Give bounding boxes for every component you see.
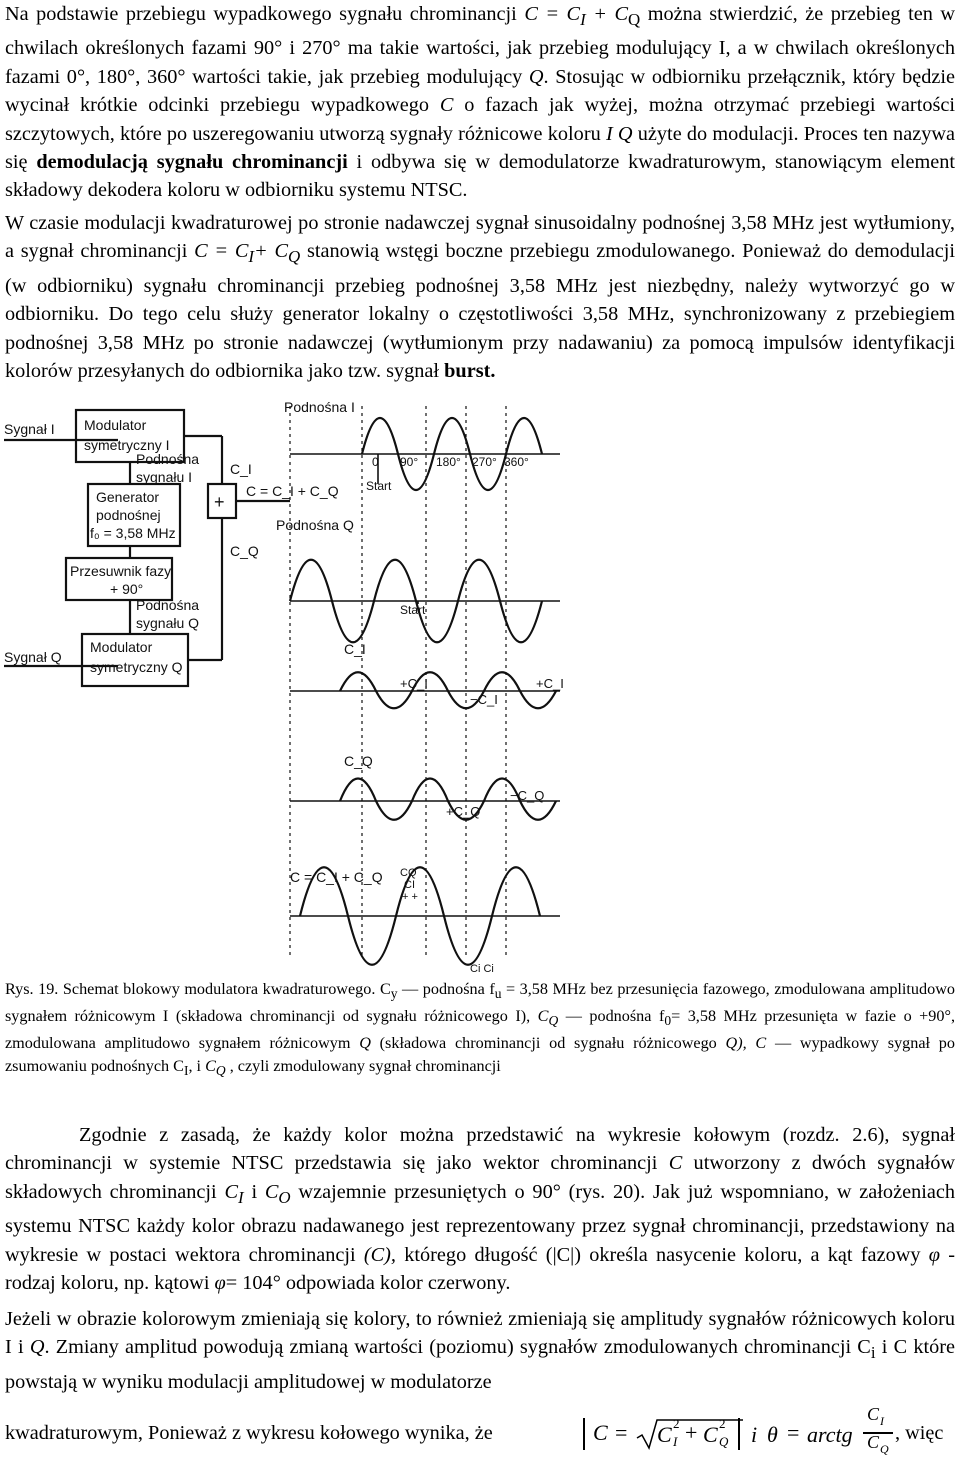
- label-modulator-q-2: symetryczny Q: [90, 659, 183, 675]
- label-podnosna-i-top: Podnośna I: [284, 399, 355, 415]
- label-modulator-i-2: symetryczny I: [84, 437, 170, 453]
- label-wave-c: C = C_I + C_Q: [290, 869, 383, 885]
- label-marker-cq-top: CQ: [400, 867, 417, 879]
- paragraph-modulation: W czasie modulacji kwadraturowej po stronie nadawczej sygnał sinusoidalny podnośnej 3,58 MHz jest wytłumiony, a sygnał chrominancji $C = C_I+ C_Q$ stanowią wstęgi boczne przebiegu zmodulowanego. Ponieważ do demodulacji (w odbiorniku) sygnału chrominancji przebieg podnośnej 3,58 MHz jest niezbędny, należy wytworzyć go w odbiorniku. Do tego celu służy generator lokalny o częstotliwości 3,58 MHz, synchronizowany z przebiegiem podnośnej 3,58 MHz po stronie nadawczej (wytłumionym przy nadawaniu) za pomocą impulsów identyfikacji kolorów przesyłanych do odbiornika jako tzw. sygnał burst.: [5, 212, 955, 383]
- label-podnosna-i-1: Podnośna: [136, 451, 200, 467]
- label-phase-shifter-1: Przesuwnik fazy: [70, 563, 172, 579]
- label-plus-ci-1: +C_I: [400, 676, 428, 691]
- paragraph-vector: Zgodnie z zasadą, że każdy kolor można przedstawić na wykresie kołowym (rozdz. 2.6), sygnał chrominancji w systemie NTSC przedstawia się jako wektor chrominancji C utworzony z dwóch sygnałów składowych chrominancji $C_I$ i $C_O$ wzajemnie przesuniętych o 90° (rys. 20). Jak już wspomniano, w założeniach systemu NTSC każdy kolor obrazu nadawanego jest reprezentowany przez sygnał chrominancji, przedstawiony na wykresie w postaci wektora chrominancji (C), którego długość (|C|) określa nasycenie koloru, a kąt fazowy φ - rodzaj koloru, np. kątowi φ= 104° odpowiada kolor czerwony.: [5, 1124, 956, 1295]
- label-modulator-q-1: Modulator: [90, 639, 153, 655]
- label-minus-ci: −C_I: [470, 692, 498, 707]
- label-marker-bottom: Ci Ci: [470, 963, 494, 975]
- label-start-1: Start: [366, 479, 392, 493]
- label-phase-shifter-2: + 90°: [110, 581, 144, 597]
- label-c-sum: C = C_I + C_Q: [246, 483, 339, 499]
- label-marker-plus: + +: [402, 891, 418, 903]
- label-plus-ci-2: +C_I: [536, 676, 564, 691]
- label-podnosna-q-2: sygnału Q: [136, 615, 200, 631]
- quadrature-modulator-figure: [0, 396, 960, 978]
- label-generator-2: podnośnej: [96, 507, 161, 523]
- label-modulator-i-1: Modulator: [84, 417, 147, 433]
- label-wave-cq: C_Q: [344, 753, 373, 769]
- paragraph-amplitudes: Jeżeli w obrazie kolorowym zmieniają się kolory, to również zmieniają się amplitudy sygnałów różnicowych koloru I i Q. Zmiany amplitud powodują zmianą wartości (poziomu) sygnałów zmodulowanych chrominancji $C_i$ i C które powstają w wyniku modulacji amplitudowej w modulatorze: [5, 1308, 956, 1393]
- figure-caption: Rys. 19. Schemat blokowy modulatora kwadraturowego. $C_y$ — podnośna $f_u = 3,58$ MHz bez przesunięcia fazowego, zmodulowana amplitudowo sygnałem różnicowym I (składowa chrominancji od sygnału różnicowego I), $C_Q$ — podnośna $f_0= 3,58$ MHz przesunięta w fazie o +90°, zmodulowana amplitudowo sygnałem różnicowym Q (składowa chrominancji od sygnału różnicowego Q), C — wypadkowy sygnał po zsumowaniu podnośnych $C_I$, i $C_Q$ , czyli zmodulowany sygnał chrominancji: [5, 980, 956, 1079]
- label-wave-ci: C_I: [344, 641, 366, 657]
- label-plus-cq: +C_Q: [446, 804, 481, 819]
- label-deg-0: 0: [372, 455, 379, 469]
- label-marker-ci-top: CI: [404, 879, 415, 891]
- label-podnosna-q-wave: Podnośna Q: [276, 517, 354, 533]
- label-deg-270: 270°: [472, 455, 497, 469]
- label-ci-left: C_I: [230, 461, 252, 477]
- label-sygnal-i: Sygnał I: [4, 421, 55, 437]
- label-generator-3: f₀ = 3,58 MHz: [90, 525, 176, 541]
- label-podnosna-i-2: sygnału I: [136, 469, 193, 485]
- label-adder-plus: +: [214, 492, 225, 512]
- paragraph-demodulation: Na podstawie przebiegu wypadkowego sygnału chrominancji $C = C_I + C_Q$ można stwierdzić, że przebieg ten w chwilach określonych fazami 90° i 270° ma takie wartości, jak przebieg modulujący I, a w chwilach określonych fazami 0°, 180°, 360° wartości takie, jak przebieg modulujący Q. Stosując w odbiorniku przełącznik, który będzie wycinał krótkie odcinki przebiegu wypadkowego C o fazach jak wyżej, można otrzymać przebiegi wartości szczytowych, które po uszeregowaniu utworzą sygnały różnicowe koloru I Q użyte do modulacji. Proces ten nazywa się demodulacją sygnału chrominancji i odbywa się w demodulatorze kwadraturowym, stanowiącym element składowy dekodera koloru w odbiorniku systemu NTSC.: [5, 3, 956, 202]
- label-deg-90: 90°: [400, 455, 419, 469]
- label-deg-360: 360°: [504, 455, 529, 469]
- label-deg-180: 180°: [436, 455, 461, 469]
- wave-ci: [340, 672, 556, 708]
- formula-line: kwadraturowym, Ponieważ z wykresu kołowego wynika, że C = C I 2 + C Q 2 i θ = arctg C I C Q , więc: [5, 1404, 944, 1456]
- label-start-2: Start: [400, 603, 426, 617]
- label-generator-1: Generator: [96, 489, 160, 505]
- label-podnosna-q-1: Podnośna: [136, 597, 200, 613]
- label-minus-cq: −C_Q: [510, 788, 545, 803]
- label-sygnal-q: Sygnał Q: [4, 649, 62, 665]
- label-cq-left: C_Q: [230, 543, 259, 559]
